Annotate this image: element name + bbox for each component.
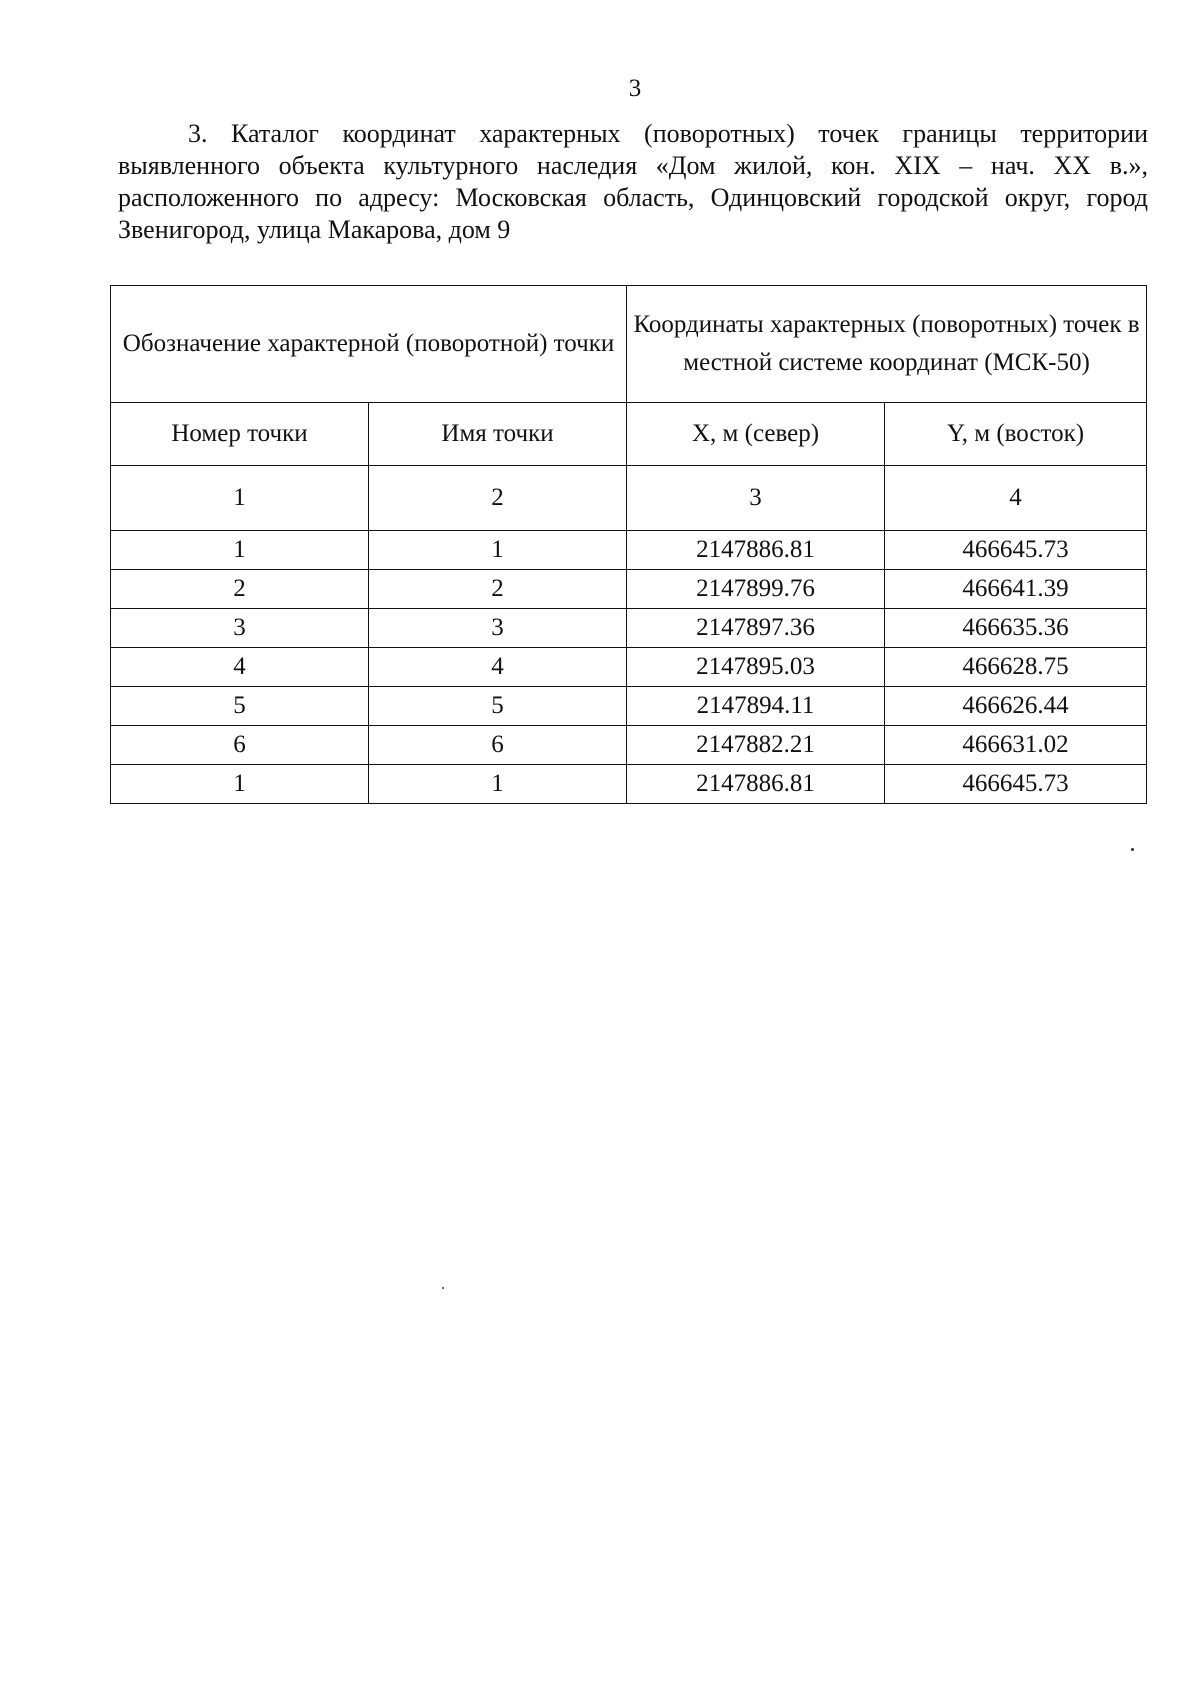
cell-y: 466631.02: [885, 726, 1147, 765]
cell-y: 466645.73: [885, 765, 1147, 804]
col-point-name: Имя точки: [369, 403, 627, 466]
cell-point-name: 4: [369, 648, 627, 687]
col-x: X, м (север): [627, 403, 885, 466]
col-index: 2: [369, 466, 627, 531]
cell-y: 466626.44: [885, 687, 1147, 726]
cell-x: 2147897.36: [627, 609, 885, 648]
table-header-row: [111, 286, 1147, 403]
cell-y: 466628.75: [885, 648, 1147, 687]
table-row: [111, 531, 1147, 570]
scan-speck: [1131, 848, 1134, 851]
table-row: [111, 765, 1147, 804]
cell-y: 466641.39: [885, 570, 1147, 609]
cell-point-name: 1: [369, 531, 627, 570]
col-index: 4: [885, 466, 1147, 531]
col-point-number: Номер точки: [111, 403, 369, 466]
cell-point-number: 1: [111, 531, 369, 570]
cell-point-name: 5: [369, 687, 627, 726]
coordinates-table: [110, 285, 1147, 804]
cell-point-number: 5: [111, 687, 369, 726]
table-row: [111, 687, 1147, 726]
col-index: 3: [627, 466, 885, 531]
cell-x: 2147895.03: [627, 648, 885, 687]
table-subheader-row: [111, 403, 1147, 466]
cell-x: 2147886.81: [627, 765, 885, 804]
cell-point-name: 3: [369, 609, 627, 648]
cell-point-name: 1: [369, 765, 627, 804]
table-row: [111, 648, 1147, 687]
cell-x: 2147894.11: [627, 687, 885, 726]
header-point-designation: Обозначение характерной (поворотной) точки: [111, 286, 627, 403]
cell-point-number: 6: [111, 726, 369, 765]
catalog-heading: 3. Каталог координат характерных (поворотных) точек границы территории выявленного объекта культурного наследия «Дом жилой, кон. XIX – нач. XX в.», расположенного по адресу: Московская область, Одинцовский городской округ, город Звенигород, улица Макарова, дом 9: [118, 119, 1148, 244]
cell-point-name: 6: [369, 726, 627, 765]
cell-x: 2147886.81: [627, 531, 885, 570]
page-number: 3: [628, 75, 642, 102]
scan-speck: [442, 1287, 444, 1289]
table-row: [111, 570, 1147, 609]
cell-point-name: 2: [369, 570, 627, 609]
table-column-index-row: [111, 466, 1147, 531]
cell-y: 466645.73: [885, 531, 1147, 570]
table-row: [111, 609, 1147, 648]
cell-point-number: 4: [111, 648, 369, 687]
header-coordinates: Координаты характерных (поворотных) точек в местной системе координат (МСК-50): [627, 286, 1147, 403]
cell-x: 2147882.21: [627, 726, 885, 765]
cell-point-number: 2: [111, 570, 369, 609]
col-index: 1: [111, 466, 369, 531]
cell-y: 466635.36: [885, 609, 1147, 648]
col-y: Y, м (восток): [885, 403, 1147, 466]
cell-point-number: 1: [111, 765, 369, 804]
cell-point-number: 3: [111, 609, 369, 648]
table-row: [111, 726, 1147, 765]
cell-x: 2147899.76: [627, 570, 885, 609]
